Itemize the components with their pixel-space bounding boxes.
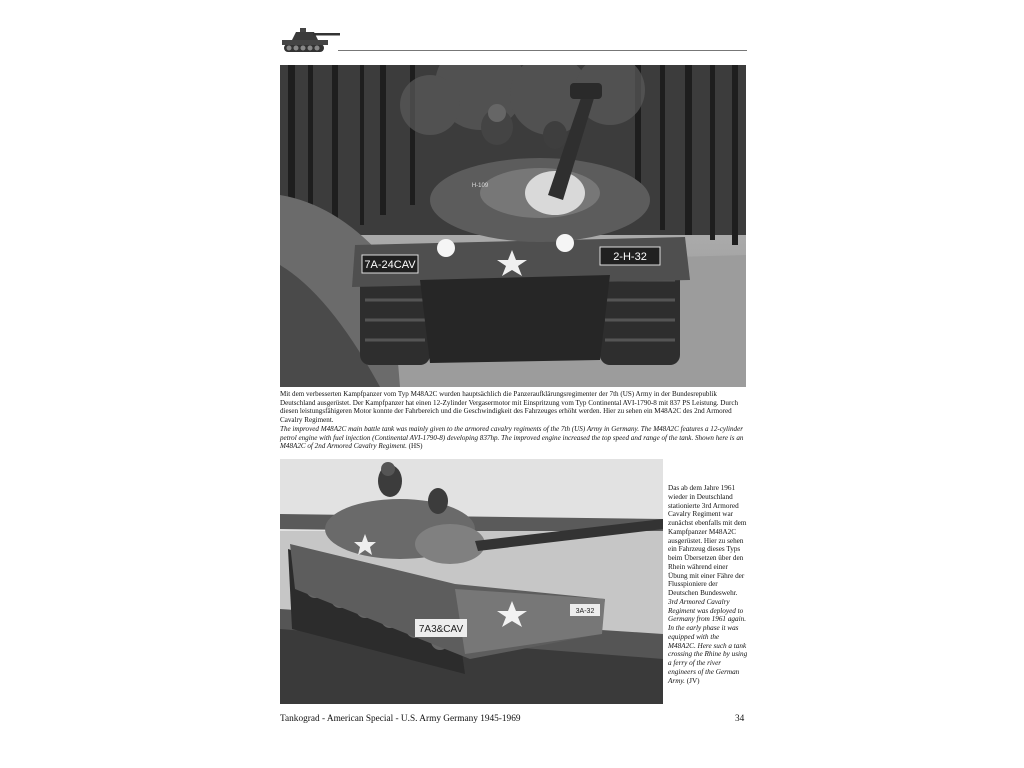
caption-top-german: Mit dem verbesserten Kampfpanzer vom Typ M48A2C wurden hauptsächlich die Panzeraufklärungsregimenter der 7th (US) Army in der Bundesrepublik Deutschland ausgerüstet. Der Kampfpanzer hat einen 12-Zylinder Vergasermotor mit Einspritzung vom Typ Continental AVI-1790-8 mit 837 PS Leistung. Durch diesen leistungsfähigeren Motor konnte der Fahrbereich und die Geschwindigkeit des Fahrzeuges erhöht werden. Hier zu sehen ein M48A2C des 2nd Armored Cavalry Regiment. [280, 390, 739, 425]
photo-bottom [280, 459, 663, 704]
header-rule [338, 50, 747, 51]
photo-top [280, 65, 746, 387]
caption-side-german: Das ab dem Jahre 1961 wieder in Deutschland stationierte 3rd Armored Cavalry Regiment war zunächst ebenfalls mit dem Kampfpanzer M48A2C ausgerüstet. Hier zu sehen ein Fahrzeug dieses Typs beim Übersetzen über den Rhein während einer Übung mit einer Fähre der Flusspioniere der Deutschen Bundeswehr. [668, 484, 747, 597]
tank-icon [280, 22, 342, 56]
tank-marking-turret: H-109 [471, 183, 489, 189]
tank-marking-left: 7A-24CAV [364, 259, 416, 271]
page-number: 34 [735, 714, 745, 724]
caption-side-credit: (JV) [684, 676, 700, 685]
caption-top-english-text: The improved M48A2C main battle tank was mainly given to the armored cavalry regiments of the 7th (US) Army in Germany. The M48A2C features a 12-cylinder petrol engine with fuel injection (Continental AVI-1790-8) developing 837hp. The improved engine increased the top speed and range of the tank. Shown here is an M48A2C of 2nd Armored Cavalry Regiment. [280, 424, 744, 451]
caption-top [280, 390, 746, 451]
caption-side-english [668, 598, 748, 686]
caption-top-english [280, 425, 746, 451]
caption-side [668, 484, 748, 685]
tank-marking-front: 7A3&CAV [418, 624, 464, 635]
caption-top-credit: (HS) [406, 442, 423, 451]
tank-marking-right: 2-H-32 [613, 251, 647, 263]
caption-side-english-text: 3rd Armored Cavalry Regiment was deployed to Germany from 1961 again. In the early phase it was equipped with the M48A2C. Here such a tank crossing the Rhine by using a ferry of the river engineers of the German Army. [668, 597, 748, 685]
tank-marking-side: 3A-32 [575, 608, 595, 615]
footer-title: Tankograd - American Special - U.S. Army Germany 1945-1969 [280, 714, 521, 724]
